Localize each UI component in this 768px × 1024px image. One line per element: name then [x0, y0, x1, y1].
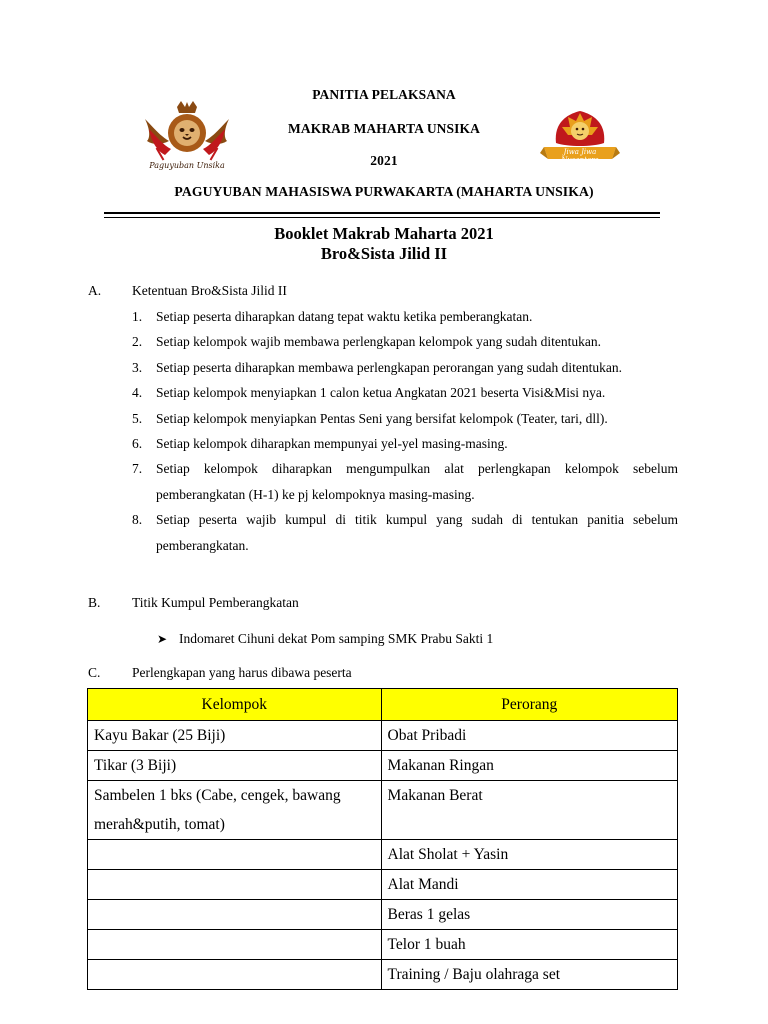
section-a-heading: Ketentuan Bro&Sista Jilid II: [132, 283, 287, 298]
table-cell: [88, 900, 382, 930]
section-b-letter: B.: [88, 595, 101, 610]
list-item: 7. Setiap kelompok diharapkan mengumpulkan alat perlengkapan kelompok sebelum pemberangkatan (H-1) ke pj kelompoknya masing-masing.: [132, 461, 678, 502]
header-divider-thick: [104, 212, 660, 214]
section-a-letter: A.: [88, 283, 102, 298]
table-cell: Obat Pribadi: [381, 721, 677, 751]
meeting-point: [157, 631, 493, 647]
table-cell: Telor 1 buah: [381, 930, 677, 960]
list-item: 2. Setiap kelompok wajib membawa perlengkapan kelompok yang sudah ditentukan.: [132, 334, 602, 350]
list-item: 3. Setiap peserta diharapkan membawa perlengkapan perorangan yang sudah ditentukan.: [132, 359, 622, 375]
equipment-table: [87, 688, 678, 990]
section-c-letter: C.: [88, 665, 101, 680]
table-cell: [88, 960, 382, 990]
list-item: 4. Setiap kelompok menyiapkan 1 calon ketua Angkatan 2021 beserta Visi&Misi nya.: [132, 385, 606, 401]
table-cell: Kayu Bakar (25 Biji): [88, 721, 382, 751]
right-logo-text: Jiwa Jiwa Nusantara: [561, 148, 599, 164]
meeting-point-text: Indomaret Cihuni dekat Pom samping SMK Prabu Sakti 1: [179, 631, 494, 646]
left-logo-text: Paguyuban Unsika: [149, 161, 225, 170]
table-cell: Training / Baju olahraga set: [381, 960, 677, 990]
booklet-subtitle: Bro&Sista Jilid II: [320, 244, 448, 263]
column-header-perorang: Perorang: [381, 689, 677, 721]
header-event: MAKRAB MAHARTA UNSIKA: [288, 121, 480, 136]
table-row: [88, 930, 678, 960]
list-item: 1. Setiap peserta diharapkan datang tepat waktu ketika pemberangkatan.: [132, 309, 533, 324]
table-row: [88, 960, 678, 990]
section-c-heading: Perlengkapan yang harus dibawa peserta: [132, 665, 352, 680]
table-cell: [88, 930, 382, 960]
header-divider-thin: [104, 217, 660, 218]
list-item: 5. Setiap kelompok menyiapkan Pentas Seni yang bersifat kelompok (Teater, tari, dll).: [132, 410, 608, 426]
table-row: [88, 840, 678, 870]
table-cell: Makanan Berat: [381, 781, 677, 840]
header-committee: PANITIA PELAKSANA: [312, 87, 456, 102]
table-row: [88, 781, 678, 840]
header-year: 2021: [370, 153, 398, 168]
table-cell: [88, 870, 382, 900]
table-cell: [88, 840, 382, 870]
table-cell: Alat Mandi: [381, 870, 677, 900]
table-row: [88, 751, 678, 781]
list-item: 6. Setiap kelompok diharapkan mempunyai yel-yel masing-masing.: [132, 436, 508, 452]
rules-list: [132, 304, 678, 558]
table-cell: Sambelen 1 bks (Cabe, cengek, bawang merah&putih, tomat): [88, 781, 382, 840]
booklet-title: Booklet Makrab Maharta 2021: [274, 224, 494, 243]
section-b-heading: Titik Kumpul Pemberangkatan: [132, 595, 299, 610]
table-cell: Tikar (3 Biji): [88, 751, 382, 781]
table-header-row: [88, 689, 678, 721]
table-cell: Beras 1 gelas: [381, 900, 677, 930]
table-cell: Makanan Ringan: [381, 751, 677, 781]
column-header-kelompok: Kelompok: [88, 689, 382, 721]
header-organization: PAGUYUBAN MAHASISWA PURWAKARTA (MAHARTA UNSIKA): [174, 184, 594, 199]
table-row: [88, 900, 678, 930]
arrow-bullet-icon: ➤: [157, 632, 168, 646]
table-cell: Alat Sholat + Yasin: [381, 840, 677, 870]
table-row: [88, 721, 678, 751]
list-item: 8. Setiap peserta wajib kumpul di titik kumpul yang sudah di tentukan panitia sebelum pemberangkatan.: [132, 512, 678, 553]
table-row: [88, 870, 678, 900]
